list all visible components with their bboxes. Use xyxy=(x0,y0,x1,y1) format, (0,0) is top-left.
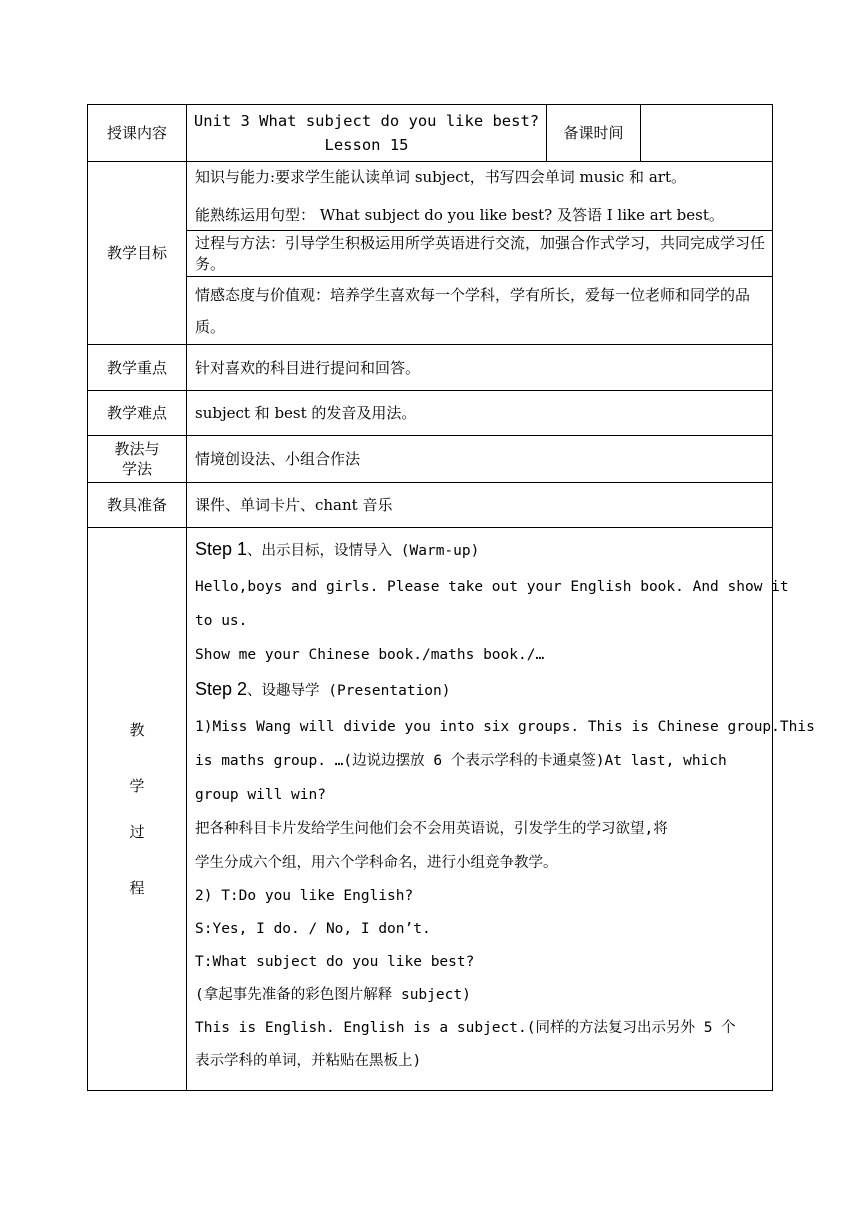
step2-lines xyxy=(195,710,815,1078)
step1-heading xyxy=(195,538,766,562)
row-tools xyxy=(88,483,773,528)
step1-line: Show me your Chinese book./maths book./… xyxy=(195,647,545,663)
step1-number: Step 1 xyxy=(195,539,248,559)
lesson-title-line1: Unit 3 What subject do you like best? xyxy=(193,112,540,130)
row-key-points xyxy=(88,345,773,391)
label-methods xyxy=(88,436,187,483)
row-difficulties xyxy=(88,391,773,436)
row-methods xyxy=(88,436,773,483)
step2-line: group will win? xyxy=(195,787,326,803)
label-tools: 教具准备 xyxy=(88,483,187,528)
label-process-char-1: 教 xyxy=(129,721,145,739)
label-process-char-2: 学 xyxy=(129,777,145,795)
knowledge-line1: 知识与能力:要求学生能认读单词 subject，书写四会单词 music 和 art。 xyxy=(195,168,686,186)
step1-title: 、出示目标，设情导入 (Warm-up) xyxy=(247,543,480,559)
methods-value: 情境创设法、小组合作法 xyxy=(187,436,773,483)
label-process xyxy=(88,528,187,1091)
step2-line: S:Yes, I do. / No, I don’t. xyxy=(195,921,431,937)
row-objectives-knowledge xyxy=(88,162,773,231)
difficulties-value: subject 和 best 的发音及用法。 xyxy=(187,391,773,436)
objective-emotion: 情感态度与价值观：培养学生喜欢每一个学科，学有所长，爱每一位老师和同学的品质。 xyxy=(187,277,773,345)
step2-line: (拿起事先准备的彩色图片解释 subject) xyxy=(195,987,471,1003)
step2-title: 、设趣导学 (Presentation) xyxy=(247,683,451,699)
lesson-title-line2: Lesson 15 xyxy=(324,136,409,154)
step2-line: This is English. English is a subject.(同样的方法复习出示另外 5 个 xyxy=(195,1020,736,1036)
row-lesson-content xyxy=(88,105,773,162)
step2-heading xyxy=(195,678,766,702)
step2-number: Step 2 xyxy=(195,679,248,699)
step2-line: 1)Miss Wang will divide you into six groups. This is Chinese group.This xyxy=(195,719,815,735)
process-content xyxy=(187,528,815,1091)
objective-process: 过程与方法：引导学生积极运用所学英语进行交流，加强合作式学习，共同完成学习任务。 xyxy=(187,231,773,277)
step2-line: T:What subject do you like best? xyxy=(195,954,475,970)
step1-line: Hello,boys and girls. Please take out your English book. And show it xyxy=(195,579,789,595)
step2-line: 表示学科的单词，并粘贴在黑板上) xyxy=(195,1053,422,1069)
label-lesson-content: 授课内容 xyxy=(88,105,187,162)
tools-value: 课件、单词卡片、chant 音乐 xyxy=(187,483,773,528)
step2-line: 2) T:Do you like English? xyxy=(195,888,414,904)
label-process-char-4: 程 xyxy=(129,879,145,897)
step2-line: 学生分成六个组，用六个学科命名，进行小组竞争教学。 xyxy=(195,855,558,871)
key-points-value: 针对喜欢的科目进行提问和回答。 xyxy=(187,345,773,391)
row-objectives-emotion xyxy=(88,277,773,345)
label-difficulties: 教学难点 xyxy=(88,391,187,436)
knowledge-line2: 能熟练运用句型： What subject do you like best? 及答语 I like art best。 xyxy=(195,206,724,224)
label-objectives: 教学目标 xyxy=(88,162,187,345)
prep-time-value xyxy=(641,105,773,162)
row-process xyxy=(88,528,773,1091)
step1-line: to us. xyxy=(195,613,248,629)
objective-knowledge xyxy=(187,162,773,231)
step2-line: 把各种科目卡片发给学生问他们会不会用英语说，引发学生的学习欲望,将 xyxy=(195,821,668,837)
label-methods-line1: 教法与 xyxy=(114,440,160,458)
label-methods-line2: 学法 xyxy=(121,460,152,478)
step1-lines xyxy=(195,570,789,672)
label-process-char-3: 过 xyxy=(129,823,145,841)
lesson-title xyxy=(187,105,547,162)
label-prep-time: 备课时间 xyxy=(547,105,641,162)
lesson-plan-table xyxy=(87,104,815,1091)
step2-line: is maths group. …(边说边摆放 6 个表示学科的卡通桌签)At last, which xyxy=(195,753,727,769)
row-objectives-process xyxy=(88,231,773,277)
label-key-points: 教学重点 xyxy=(88,345,187,391)
